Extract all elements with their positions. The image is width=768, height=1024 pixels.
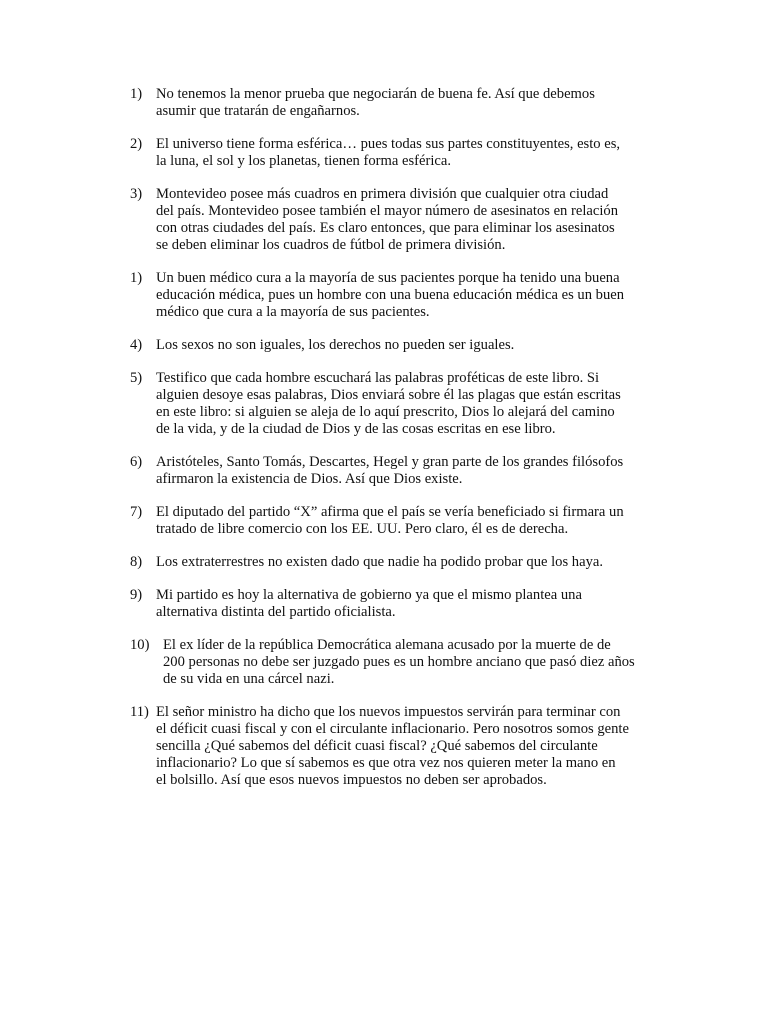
list-item	[130, 186, 660, 254]
list-item	[130, 86, 660, 120]
item-text: Aristóteles, Santo Tomás, Descartes, Hegel y gran parte de los grandes filósofos afirmaron la existencia de Dios. Así que Dios existe.	[156, 454, 624, 487]
item-number: 3)	[130, 186, 143, 202]
item-number: 11)	[130, 704, 149, 720]
item-text: Los extraterrestres no existen dado que nadie ha podido probar que los haya.	[156, 554, 603, 570]
list-item	[130, 554, 660, 571]
list-item	[130, 637, 660, 688]
list-item	[130, 587, 660, 621]
item-text: Mi partido es hoy la alternativa de gobierno ya que el mismo plantea una alternativa distinta del partido oficialista.	[156, 587, 582, 620]
item-number: 2)	[130, 136, 143, 152]
item-text: El señor ministro ha dicho que los nuevos impuestos servirán para terminar con el déficit cuasi fiscal y con el circulante inflacionario. Pero nosotros somos gente sencilla ¿Qué sabemos del déficit cuasi fiscal? ¿Qué sabemos del circulante inflacionario? Lo que sí sabemos es que otra vez nos quieren meter la mano en el bolsillo. Así que esos nuevos impuestos no deben ser aprobados.	[156, 704, 629, 788]
item-text: Montevideo posee más cuadros en primera división que cualquier otra ciudad del país. Montevideo posee también el mayor número de asesinatos en relación con otras ciudades del país. Es claro entonces, que para eliminar los asesinatos se deben eliminar los cuadros de fútbol de primera división.	[156, 186, 618, 253]
item-text: El diputado del partido “X” afirma que el país se vería beneficiado si firmara un tratado de libre comercio con los EE. UU. Pero claro, él es de derecha.	[156, 504, 624, 537]
list-item	[130, 270, 660, 321]
list-item	[130, 370, 660, 438]
item-text: No tenemos la menor prueba que negociarán de buena fe. Así que debemos asumir que tratarán de engañarnos.	[156, 86, 595, 119]
item-text: Un buen médico cura a la mayoría de sus pacientes porque ha tenido una buena educación médica, pues un hombre con una buena educación médica es un buen médico que cura a la mayoría de sus pacientes.	[156, 270, 625, 320]
list-item	[130, 454, 660, 488]
item-number: 9)	[130, 587, 143, 603]
item-number: 8)	[130, 554, 143, 570]
item-number: 5)	[130, 370, 143, 386]
list-item	[130, 504, 660, 538]
list-item	[130, 704, 660, 789]
item-text: Testifico que cada hombre escuchará las palabras proféticas de este libro. Si alguien desoye esas palabras, Dios enviará sobre él las plagas que están escritas en este libro: si alguien se aleja de lo aquí prescrito, Dios lo alejará del camino de la vida, y de la ciudad de Dios y de las cosas escritas en ese libro.	[156, 370, 621, 437]
item-text: El universo tiene forma esférica… pues todas sus partes constituyentes, esto es, la luna, el sol y los planetas, tienen forma esférica.	[156, 136, 621, 169]
item-number: 1)	[130, 270, 143, 286]
item-text: Los sexos no son iguales, los derechos no pueden ser iguales.	[156, 337, 515, 353]
item-number: 1)	[130, 86, 143, 102]
list-item	[130, 337, 660, 354]
item-number: 10)	[130, 637, 150, 653]
item-number: 6)	[130, 454, 143, 470]
item-text: El ex líder de la república Democrática alemana acusado por la muerte de de 200 personas no debe ser juzgado pues es un hombre anciano que pasó diez años de su vida en una cárcel nazi.	[163, 637, 635, 687]
fallacy-list	[130, 86, 660, 805]
list-item	[130, 136, 660, 170]
item-number: 7)	[130, 504, 143, 520]
item-number: 4)	[130, 337, 143, 353]
